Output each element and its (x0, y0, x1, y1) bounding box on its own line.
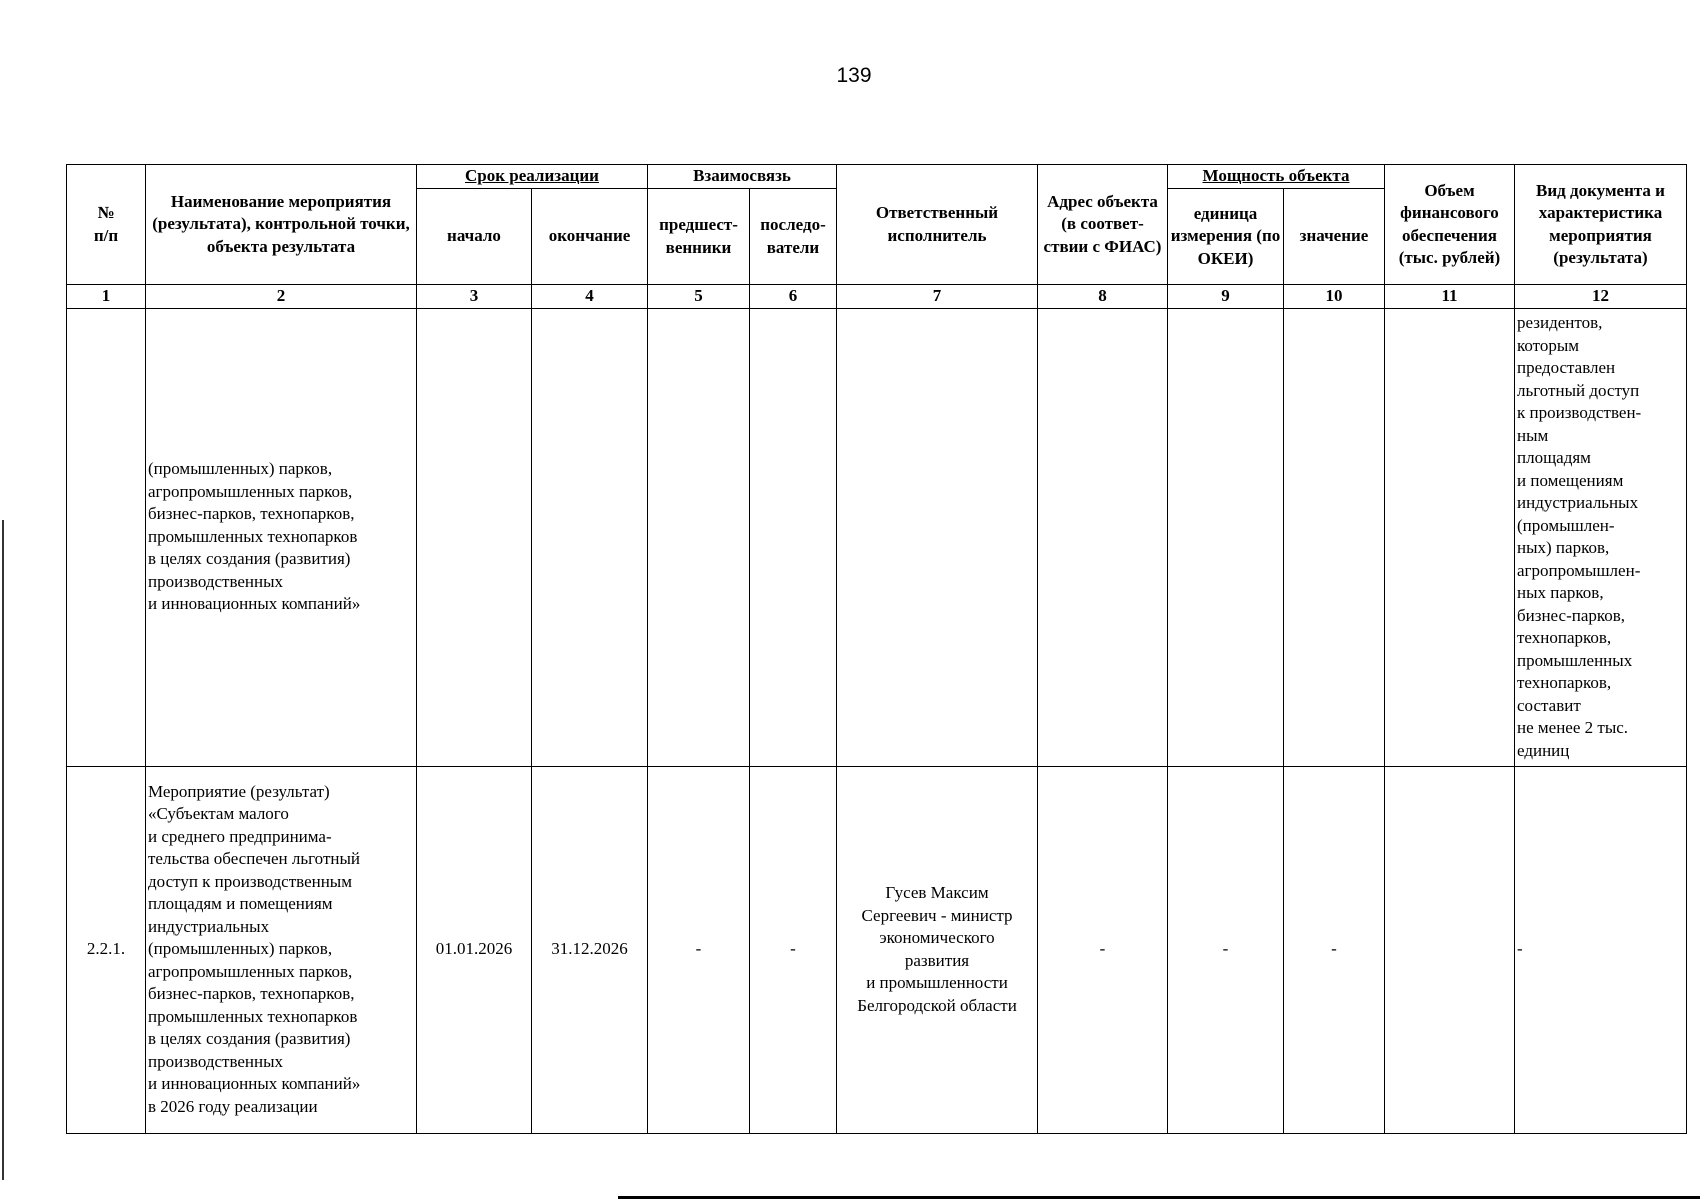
cell-responsible (837, 308, 1038, 766)
cell-next (750, 308, 837, 766)
header-address: Адрес объекта (в соответ-ствии с ФИАС) (1038, 165, 1168, 285)
cell-doc: - (1515, 766, 1687, 1133)
column-number: 12 (1515, 285, 1687, 309)
cell-name: (промышленных) парков, агропромышленных парков, бизнес-парков, технопарков, промышленных технопарков в целях создания (развития) производственных и инновационных компаний» (146, 308, 417, 766)
cell-prev (648, 308, 750, 766)
cell-financing (1385, 308, 1515, 766)
cell-next: - (750, 766, 837, 1133)
header-term: Срок реализации (417, 165, 648, 189)
header-capacity-value: значение (1284, 189, 1385, 285)
cell-responsible: Гусев Максим Сергеевич - министр экономического развития и промышленности Белгородской области (837, 766, 1038, 1133)
cell-financing (1385, 766, 1515, 1133)
header-name: Наименование мероприятия (результата), контрольной точки, объекта результата (146, 165, 417, 285)
column-number: 8 (1038, 285, 1168, 309)
bottom-rule (618, 1196, 1700, 1199)
cell-prev: - (648, 766, 750, 1133)
header-link: Взаимосвязь (648, 165, 837, 189)
cell-num (67, 308, 146, 766)
cell-num: 2.2.1. (67, 766, 146, 1133)
header-responsible: Ответственный исполнитель (837, 165, 1038, 285)
column-number: 9 (1168, 285, 1284, 309)
cell-value (1284, 308, 1385, 766)
header-capacity-unit: единица измерения (по ОКЕИ) (1168, 189, 1284, 285)
cell-start (417, 308, 532, 766)
header-term-start: начало (417, 189, 532, 285)
cell-address (1038, 308, 1168, 766)
cell-end: 31.12.2026 (532, 766, 648, 1133)
header-link-prev: предшест-венники (648, 189, 750, 285)
column-number: 2 (146, 285, 417, 309)
cell-address: - (1038, 766, 1168, 1133)
column-number: 10 (1284, 285, 1385, 309)
column-number: 5 (648, 285, 750, 309)
cell-doc: резидентов, которым предоставлен льготный доступ к производствен- ным площадям и помещениям индустриальных (промышлен- ных) парков, агропромышлен- ных парков, бизнес-парков, технопарков, промышленных технопарков, составит не менее 2 тыс. единиц (1515, 308, 1687, 766)
scan-edge-line (2, 520, 4, 1180)
column-number: 7 (837, 285, 1038, 309)
cell-name: Мероприятие (результат) «Субъектам малого и среднего предпринима- тельства обеспечен льготный доступ к производственным площадям и помещениям индустриальных (промышленных) парков, агропромышленных парков, бизнес-парков, технопарков, промышленных технопарков в целях создания (развития) производственных и инновационных компаний» в 2026 году реализации (146, 766, 417, 1133)
column-number: 6 (750, 285, 837, 309)
header-term-end: окончание (532, 189, 648, 285)
table-row (67, 308, 1687, 766)
cell-start: 01.01.2026 (417, 766, 532, 1133)
header-num: № п/п (67, 165, 146, 285)
column-number: 11 (1385, 285, 1515, 309)
header-financing: Объем финансового обеспечения (тыс. рублей) (1385, 165, 1515, 285)
header-doc-type: Вид документа и характеристика мероприятия (результата) (1515, 165, 1687, 285)
column-number: 4 (532, 285, 648, 309)
cell-value: - (1284, 766, 1385, 1133)
cell-unit (1168, 308, 1284, 766)
cell-unit: - (1168, 766, 1284, 1133)
header-capacity: Мощность объекта (1168, 165, 1385, 189)
cell-end (532, 308, 648, 766)
column-number: 1 (67, 285, 146, 309)
page-number: 139 (836, 64, 872, 87)
header-link-next: последо-ватели (750, 189, 837, 285)
table-row (67, 766, 1687, 1133)
document-table (66, 164, 1687, 1134)
column-number: 3 (417, 285, 532, 309)
